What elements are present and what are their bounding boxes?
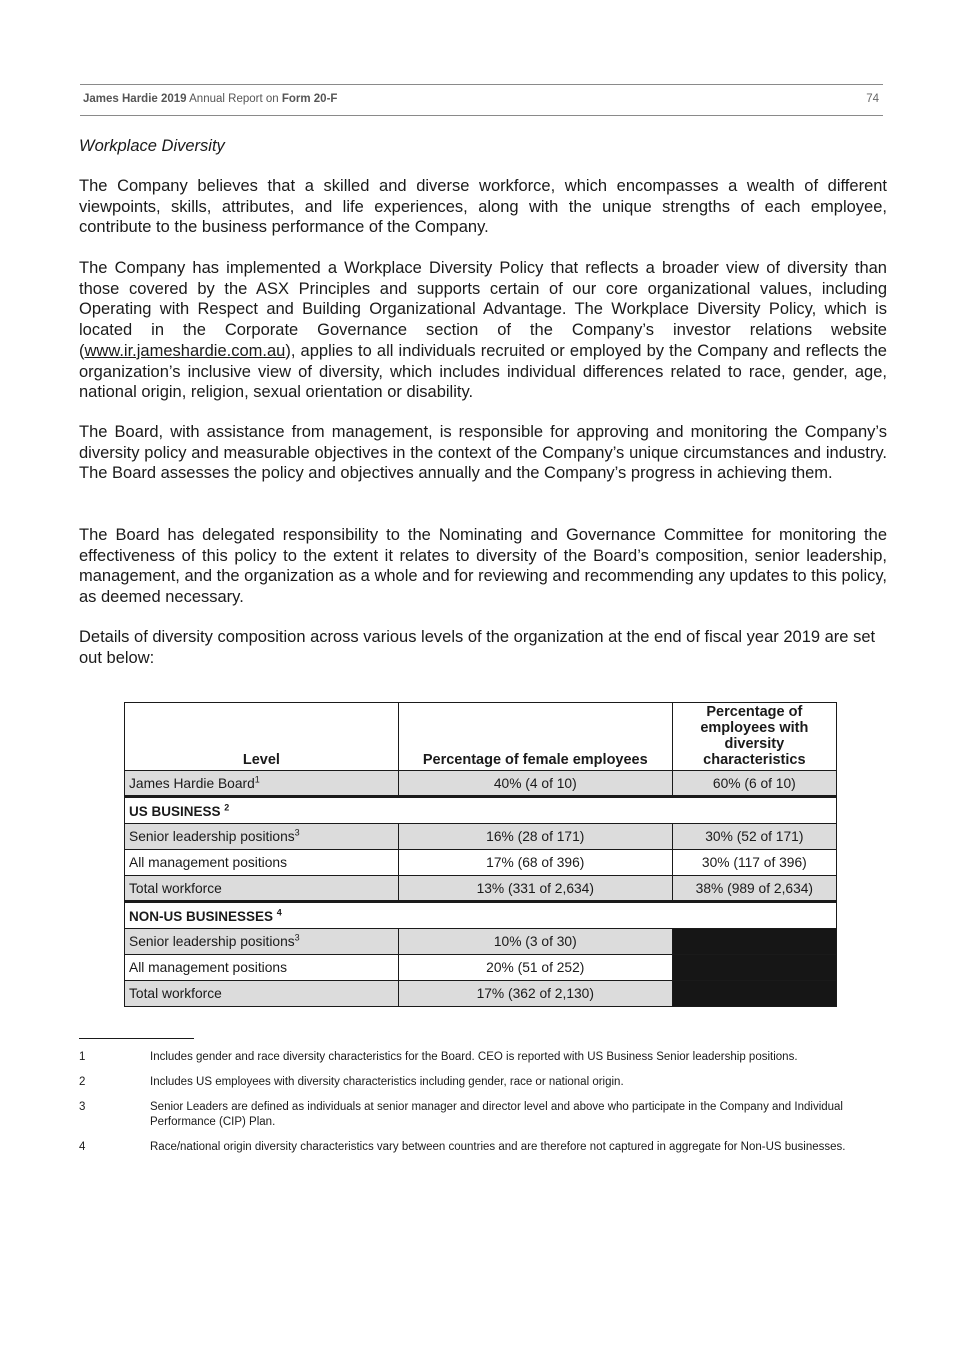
group-label-text: NON-US BUSINESSES [129,909,277,924]
level-label: Senior leadership positions [129,934,295,949]
cell-diversity-redacted [672,955,836,981]
footnote-text: Includes gender and race diversity characteristics for the Board. CEO is reported with US Business Senior leadership positions. [150,1051,798,1063]
level-label: Senior leadership positions [129,829,295,844]
diversity-table [124,702,837,1007]
footnote-ref: 2 [224,802,230,813]
cell-diversity: 30% (117 of 396) [672,850,836,876]
cell-female: 20% (51 of 252) [398,955,672,981]
footnote-divider [79,1038,194,1039]
footnote-text: Senior Leaders are defined as individuals at senior manager and director level and above who participate in the Company and Individual Performance (CIP) Plan. [150,1101,843,1128]
cell-female: 17% (68 of 396) [398,850,672,876]
cell-female: 10% (3 of 30) [398,929,672,955]
cell-female: 16% (28 of 171) [398,824,672,850]
table-row [125,850,837,876]
footnote-number: 2 [79,1076,86,1088]
group-label-text: US BUSINESS [129,804,225,819]
column-header-level: Level [125,703,399,771]
paragraph-intro: The Company believes that a skilled and diverse workforce, which encompasses a wealth of different viewpoints, skills, attributes, and life experiences, along with the unique strengths of each employee, contribute to the business performance of the Company. [79,177,887,237]
group-label [125,902,837,929]
cell-female: 17% (362 of 2,130) [398,981,672,1007]
cell-diversity-redacted [672,929,836,955]
column-header-diversity: Percentage of employees with diversity characteristics [672,703,836,771]
table-row [125,955,837,981]
paragraph-committee-delegation: The Board has delegated responsibility to the Nominating and Governance Committee for monitoring the effectiveness of this policy to the extent it relates to diversity of the Board’s composition, senior leadership, management, and the organization as a whole and for reviewing and recommending any updates to this policy, as deemed necessary. [79,526,887,607]
table-row-board [125,771,837,797]
cell-level [125,824,399,850]
footnote-number: 1 [79,1051,86,1063]
section-title: Workplace Diversity [79,137,225,155]
paragraph-board-responsibility: The Board, with assistance from management, is responsible for approving and monitoring the Company’s diversity policy and measurable objectives in the context of the Company’s unique circumstances and industry. The Board assesses the policy and objectives annually and the Company’s progress in achieving them. [79,423,887,483]
column-header-female: Percentage of female employees [398,703,672,771]
footnote-number: 4 [79,1141,86,1153]
table-row [125,981,837,1007]
footnote-text: Includes US employees with diversity characteristics including gender, race or national origin. [150,1076,624,1088]
header-company: James Hardie 2019 [83,93,187,105]
cell-level: Total workforce [125,876,399,902]
footnote-ref: 4 [276,907,282,918]
footnote-ref: 3 [294,827,300,838]
footnote-number: 3 [79,1101,86,1113]
cell-level [125,771,399,797]
investor-relations-link[interactable]: www.ir.jameshardie.com.au [84,341,286,360]
cell-level [125,929,399,955]
table-group-us-business [125,797,837,824]
cell-level: All management positions [125,850,399,876]
cell-female: 13% (331 of 2,634) [398,876,672,902]
page-header [80,84,883,116]
cell-diversity-redacted [672,981,836,1007]
page-number: 74 [866,93,879,105]
paragraph-table-intro: Details of diversity composition across various levels of the organization at the end of fiscal year 2019 are set out below: [79,628,876,667]
table-group-non-us-businesses [125,902,837,929]
running-header-title [83,93,337,105]
table-row [125,824,837,850]
group-label [125,797,837,824]
footnote-text: Race/national origin diversity characteristics vary between countries and are therefore not captured in aggregate for Non-US businesses. [150,1141,846,1153]
table-header-row [125,703,837,771]
level-label: James Hardie Board [129,775,255,791]
footnote-ref: 3 [294,932,300,943]
paragraph-policy-text-b: ), applies to all individuals recruited or employed by the Company and reflects the organization’s inclusive view of diversity, which includes individual differences related to race, gender, age, national origin, religion, sexual orientation or disability. [79,341,887,402]
paragraph-policy-text-a: The Company has implemented a Workplace Diversity Policy that reflects a broader view of diversity than those covered by the ASX Principles and supports certain of our core organizational values, including Operating with Respect and Building Organizational Advantage. The Workplace Diversity Policy, which is located in the Corporate Governance section of the Company’s investor relations website ( [79,259,887,360]
cell-level: Total workforce [125,981,399,1007]
table-row [125,876,837,902]
cell-diversity: 30% (52 of 171) [672,824,836,850]
cell-level: All management positions [125,955,399,981]
cell-diversity: 60% (6 of 10) [672,771,836,797]
footnote-ref: 1 [254,773,260,784]
cell-diversity: 38% (989 of 2,634) [672,876,836,902]
header-form: Form 20-F [281,93,338,105]
header-middle-text: Annual Report on [186,93,282,105]
table-row [125,929,837,955]
paragraph-policy [79,258,887,403]
cell-female: 40% (4 of 10) [398,771,672,797]
